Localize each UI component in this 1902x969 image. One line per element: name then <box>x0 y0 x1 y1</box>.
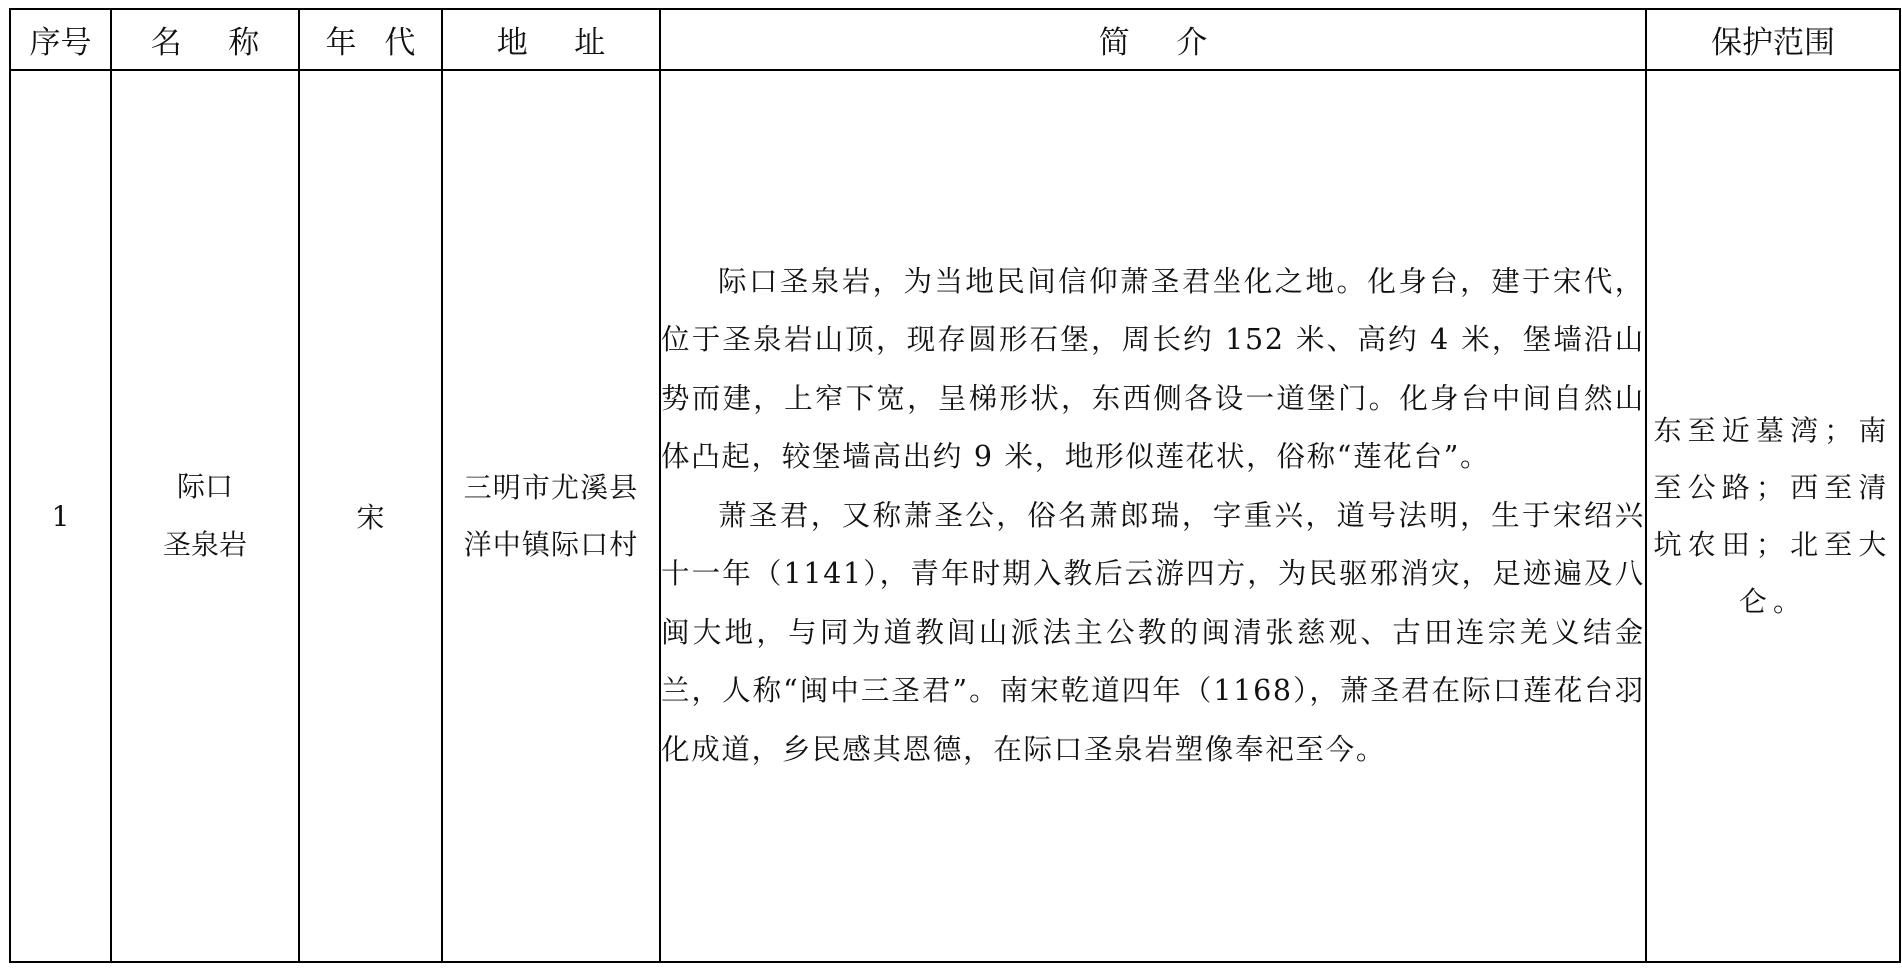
cell-era: 宋 <box>299 70 442 962</box>
header-address: 地址 <box>442 9 660 70</box>
heritage-table <box>9 8 1901 963</box>
cell-range: 东至近墓湾；南至公路；西至清坑农田；北至大仑。 <box>1646 70 1900 962</box>
header-no: 序号 <box>10 9 111 70</box>
cell-intro <box>660 70 1646 962</box>
header-range: 保护范围 <box>1646 9 1900 70</box>
intro-paragraph: 萧圣君，又称萧圣公，俗名萧郎瑞，字重兴，道号法明，生于宋绍兴十一年（1141），青年时期入教后云游四方，为民驱邪消灾，足迹遍及八闽大地，与同为道教闾山派法主公教的闽清张慈观、古田连宗羌义结金兰，人称“闽中三圣君”。南宋乾道四年（1168），萧圣君在际口莲花台羽化成道，乡民感其恩德，在际口圣泉岩塑像奉祀至今。 <box>661 498 1645 766</box>
cell-address: 三明市尤溪县 洋中镇际口村 <box>442 70 660 962</box>
header-era: 年代 <box>299 9 442 70</box>
header-name: 名称 <box>111 9 299 70</box>
header-intro: 简介 <box>660 9 1646 70</box>
table-header <box>10 9 1900 70</box>
cell-name: 际口 圣泉岩 <box>111 70 299 962</box>
table-row <box>10 70 1900 962</box>
intro-paragraph: 际口圣泉岩，为当地民间信仰萧圣君坐化之地。化身台，建于宋代，位于圣泉岩山顶，现存圆形石堡，周长约 152 米、高约 4 米，堡墙沿山势而建，上窄下宽，呈梯形状，东西侧各设一道堡门。化身台中间自然山体凸起，较堡墙高出约 9 米，地形似莲花状，俗称“莲花台”。 <box>661 264 1645 474</box>
cell-no: 1 <box>10 70 111 962</box>
header-row <box>10 9 1900 70</box>
